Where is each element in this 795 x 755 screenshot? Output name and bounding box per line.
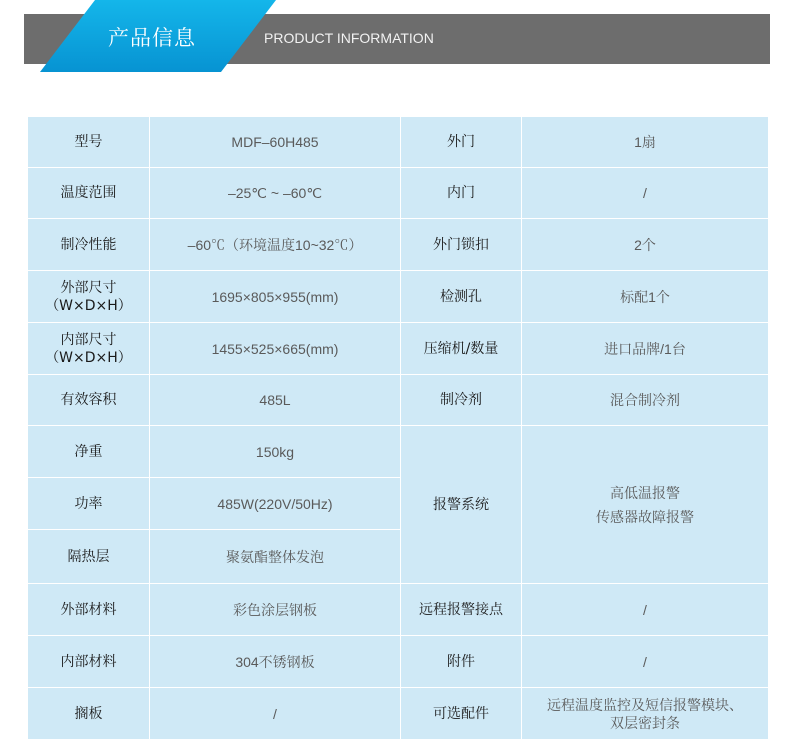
- alarm-value-line1: 高低温报警: [610, 484, 680, 501]
- inner-door-label: 内门: [401, 168, 522, 219]
- inner-size-label-line2: （W×D×H）: [45, 349, 132, 366]
- inner-size-label-line1: 内部尺寸: [60, 331, 117, 348]
- table-row: [28, 168, 769, 219]
- outer-door-label: 外门: [401, 117, 522, 168]
- table-row: [28, 636, 769, 688]
- optional-value: [522, 688, 769, 740]
- outer-size-label-line2: （W×D×H）: [45, 297, 132, 314]
- net-weight-label: 净重: [28, 426, 150, 478]
- table-row: [28, 426, 769, 478]
- outer-door-value: 1扇: [522, 117, 769, 168]
- door-lock-value: 2个: [522, 219, 769, 271]
- table-row: [28, 688, 769, 740]
- volume-value: 485L: [150, 375, 401, 426]
- section-subtitle: PRODUCT INFORMATION: [264, 30, 434, 46]
- inner-material-label: 内部材料: [28, 636, 150, 688]
- outer-size-value: 1695×805×955(mm): [150, 271, 401, 323]
- table-row: [28, 375, 769, 426]
- cooling-label: 制冷性能: [28, 219, 150, 271]
- cooling-value: –60℃（环境温度10~32℃）: [150, 219, 401, 271]
- compressor-label: 压缩机/数量: [401, 323, 522, 375]
- section-title: 产品信息: [108, 26, 196, 50]
- table-row: [28, 271, 769, 323]
- inner-door-value: /: [522, 168, 769, 219]
- refrigerant-label: 制冷剂: [401, 375, 522, 426]
- insulation-value: 聚氨酯整体发泡: [150, 530, 401, 584]
- table-row: [28, 219, 769, 271]
- remote-alarm-label: 远程报警接点: [401, 584, 522, 636]
- power-value: 485W(220V/50Hz): [150, 478, 401, 530]
- model-label: 型号: [28, 117, 150, 168]
- temp-range-value: –25℃ ~ –60℃: [150, 168, 401, 219]
- refrigerant-value: 混合制冷剂: [522, 375, 769, 426]
- test-hole-label: 检测孔: [401, 271, 522, 323]
- alarm-value-line2: 传感器故障报警: [596, 508, 694, 525]
- test-hole-value: 标配1个: [522, 271, 769, 323]
- remote-alarm-value: /: [522, 584, 769, 636]
- door-lock-label: 外门锁扣: [401, 219, 522, 271]
- alarm-value: [522, 426, 769, 584]
- outer-size-label: [28, 271, 150, 323]
- optional-label: 可选配件: [401, 688, 522, 740]
- alarm-label: 报警系统: [401, 426, 522, 584]
- inner-material-value: 304不锈钢板: [150, 636, 401, 688]
- shelf-value: /: [150, 688, 401, 740]
- accessory-label: 附件: [401, 636, 522, 688]
- table-row: [28, 584, 769, 636]
- insulation-label: 隔热层: [28, 530, 150, 584]
- outer-size-label-line1: 外部尺寸: [60, 279, 117, 296]
- shelf-label: 搁板: [28, 688, 150, 740]
- net-weight-value: 150kg: [150, 426, 401, 478]
- model-value: MDF–60H485: [150, 117, 401, 168]
- table-row: [28, 117, 769, 168]
- outer-material-label: 外部材料: [28, 584, 150, 636]
- power-label: 功率: [28, 478, 150, 530]
- volume-label: 有效容积: [28, 375, 150, 426]
- inner-size-value: 1455×525×665(mm): [150, 323, 401, 375]
- outer-material-value: 彩色涂层钢板: [150, 584, 401, 636]
- inner-size-label: [28, 323, 150, 375]
- spec-table: [27, 116, 769, 740]
- optional-value-line1: 远程温度监控及短信报警模块、: [547, 696, 743, 713]
- accessory-value: /: [522, 636, 769, 688]
- temp-range-label: 温度范围: [28, 168, 150, 219]
- optional-value-line2: 双层密封条: [610, 714, 680, 731]
- table-row: [28, 323, 769, 375]
- compressor-value: 进口品牌/1台: [522, 323, 769, 375]
